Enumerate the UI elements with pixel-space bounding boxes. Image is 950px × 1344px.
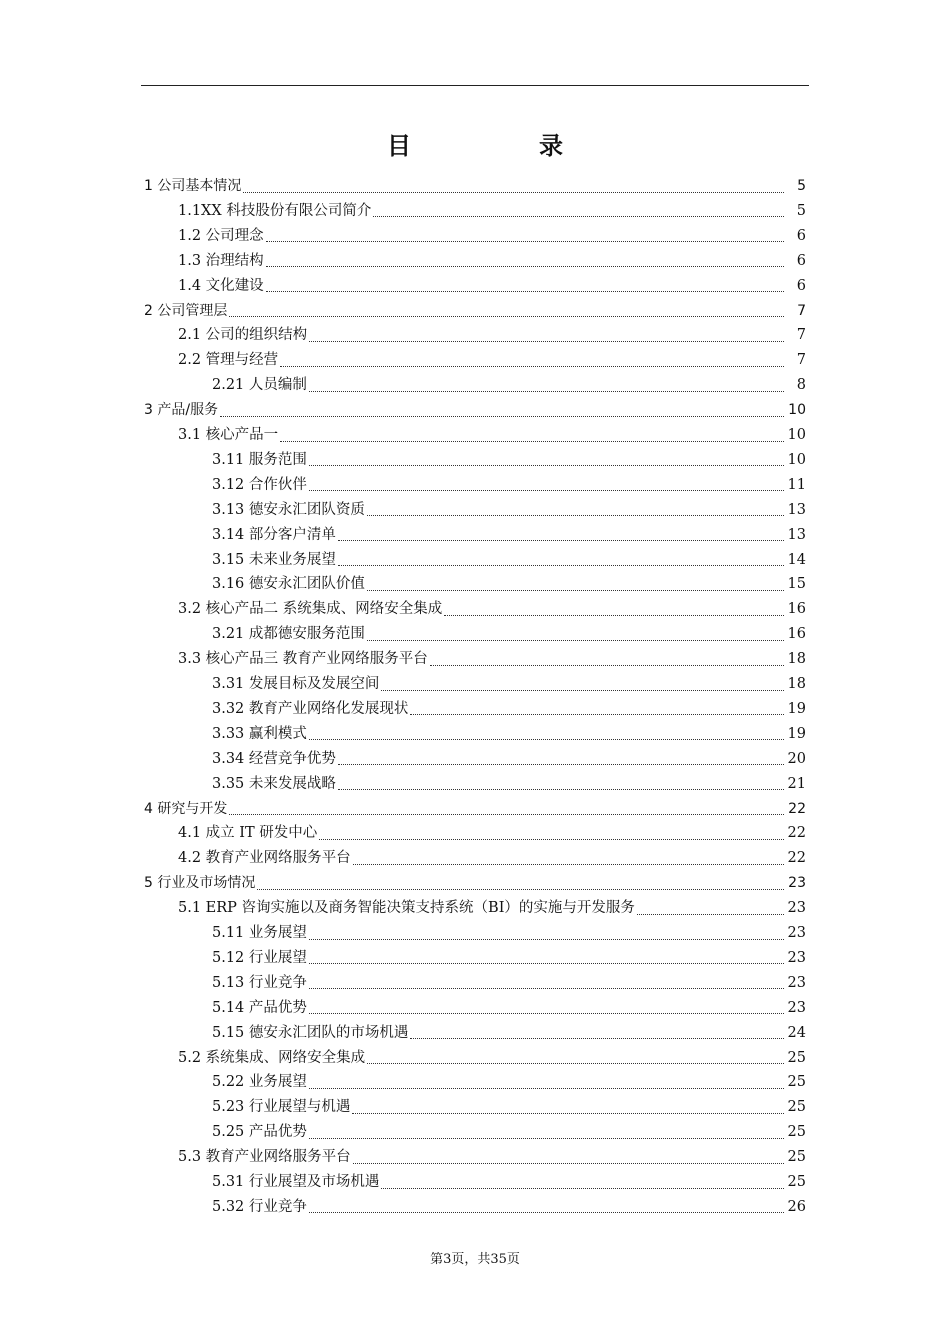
toc-entry-label: 4.1 成立 IT 研发中心 xyxy=(178,825,318,842)
toc-entry-label: 5.32 行业竞争 xyxy=(212,1198,307,1215)
toc-entry-label: 3.1 核心产品一 xyxy=(178,427,279,443)
toc-entry[interactable] xyxy=(212,698,806,720)
toc-entry-label: 3.14 部分客户清单 xyxy=(212,526,336,543)
toc-leader-dots xyxy=(266,241,784,242)
toc-leader-dots xyxy=(309,739,784,740)
toc-entry-page-number: 7 xyxy=(796,352,806,369)
toc-leader-dots xyxy=(444,615,784,616)
page-footer: 第3页，共35页 xyxy=(430,1252,520,1267)
toc-entry-page-number: 19 xyxy=(787,700,806,717)
toc-entry-page-number: 23 xyxy=(787,925,806,941)
toc-entry[interactable] xyxy=(212,1196,806,1218)
header-rule xyxy=(141,85,809,86)
toc-entry-label: 5.22 业务展望 xyxy=(212,1074,307,1091)
toc-leader-dots xyxy=(353,1163,784,1164)
toc-entry[interactable] xyxy=(178,225,806,247)
toc-entry[interactable] xyxy=(178,1146,806,1168)
toc-entry-page-number: 22 xyxy=(787,825,806,842)
toc-entry-page-number: 21 xyxy=(787,775,806,792)
toc-entry[interactable] xyxy=(212,549,806,571)
toc-entry[interactable] xyxy=(212,499,806,521)
toc-entry-page-number: 25 xyxy=(787,1174,806,1190)
toc-entry-label: 1.3 治理结构 xyxy=(178,252,264,269)
toc-leader-dots xyxy=(410,714,784,715)
toc-entry-label: 5.31 行业展望及市场机遇 xyxy=(212,1174,380,1190)
toc-entry[interactable] xyxy=(144,300,806,322)
toc-entry[interactable] xyxy=(178,847,806,869)
toc-entry[interactable] xyxy=(212,524,806,546)
toc-leader-dots xyxy=(338,540,784,541)
toc-leader-dots xyxy=(309,963,784,964)
toc-entry[interactable] xyxy=(212,997,806,1019)
toc-entry-page-number: 23 xyxy=(787,949,806,966)
toc-leader-dots xyxy=(280,441,784,442)
toc-entry[interactable] xyxy=(178,424,806,446)
toc-entry-label: 3.12 合作伙伴 xyxy=(212,476,307,493)
toc-entry-label: 5.12 行业展望 xyxy=(212,949,307,966)
toc-leader-dots xyxy=(353,864,784,865)
toc-leader-dots xyxy=(309,1138,784,1139)
toc-entry-label: 3.31 发展目标及发展空间 xyxy=(212,676,380,692)
toc-entry-label: 5.2 系统集成、网络安全集成 xyxy=(178,1049,366,1066)
toc-leader-dots xyxy=(381,690,784,691)
toc-entry-label: 3.33 赢利模式 xyxy=(212,725,307,742)
toc-entry-page-number: 6 xyxy=(796,227,806,244)
toc-entry[interactable] xyxy=(212,972,806,994)
toc-entry-page-number: 15 xyxy=(787,576,806,593)
toc-entry-label: 1.2 公司理念 xyxy=(178,227,264,244)
toc-leader-dots xyxy=(352,1113,784,1114)
toc-entry[interactable] xyxy=(212,1096,806,1118)
toc-entry-page-number: 25 xyxy=(787,1074,806,1091)
toc-entry[interactable] xyxy=(144,175,806,197)
toc-entry-page-number: 7 xyxy=(797,302,806,319)
toc-leader-dots xyxy=(410,1038,784,1039)
toc-entry-page-number: 7 xyxy=(796,327,806,344)
toc-entry-label: 3.32 教育产业网络化发展现状 xyxy=(212,700,409,717)
toc-entry-page-number: 25 xyxy=(787,1099,806,1116)
toc-leader-dots xyxy=(309,1088,784,1089)
toc-entry[interactable] xyxy=(212,1121,806,1143)
toc-entry-page-number: 6 xyxy=(796,252,806,269)
toc-entry[interactable] xyxy=(144,872,806,894)
toc-entry[interactable] xyxy=(212,1071,806,1093)
toc-leader-dots xyxy=(367,515,784,516)
toc-entry-page-number: 26 xyxy=(787,1198,806,1215)
toc-entry[interactable] xyxy=(178,1047,806,1069)
toc-entry-label: 1.1XX 科技股份有限公司简介 xyxy=(178,202,372,219)
toc-entry[interactable] xyxy=(178,598,806,620)
toc-leader-dots xyxy=(229,814,784,815)
toc-entry-label: 2 公司管理层 xyxy=(144,302,228,319)
toc-entry-page-number: 13 xyxy=(787,526,806,543)
toc-entry-label: 3.21 成都德安服务范围 xyxy=(212,626,365,643)
toc-leader-dots xyxy=(229,316,784,317)
toc-entry-page-number: 23 xyxy=(787,900,806,917)
toc-entry[interactable] xyxy=(212,374,806,396)
toc-entry-label: 4 研究与开发 xyxy=(144,800,228,817)
toc-entry-label: 3.16 德安永汇团队价值 xyxy=(212,576,365,593)
toc-leader-dots xyxy=(367,640,784,641)
toc-entry-label: 3.34 经营竞争优势 xyxy=(212,750,336,767)
toc-entry-label: 3.2 核心产品二 系统集成、网络安全集成 xyxy=(178,601,443,618)
toc-leader-dots xyxy=(338,789,784,790)
toc-entry[interactable] xyxy=(178,200,806,222)
toc-entry-page-number: 23 xyxy=(787,999,806,1016)
toc-leader-dots xyxy=(338,764,784,765)
toc-leader-dots xyxy=(309,1212,784,1213)
toc-entry-page-number: 11 xyxy=(787,476,806,493)
toc-entry[interactable] xyxy=(178,349,806,371)
toc-entry-page-number: 10 xyxy=(787,427,806,443)
toc-entry-page-number: 23 xyxy=(787,974,806,991)
toc-entry-page-number: 10 xyxy=(787,451,806,468)
toc-entry-page-number: 8 xyxy=(796,377,806,394)
toc-entry-page-number: 22 xyxy=(787,850,806,867)
toc-leader-dots xyxy=(381,1188,784,1189)
toc-entry-label: 3 产品/服务 xyxy=(144,402,219,419)
toc-entry[interactable] xyxy=(212,748,806,770)
toc-leader-dots xyxy=(338,565,784,566)
toc-entry-page-number: 16 xyxy=(787,601,806,618)
toc-entry-label: 4.2 教育产业网络服务平台 xyxy=(178,850,351,867)
toc-entry[interactable] xyxy=(178,324,806,346)
toc-entry[interactable] xyxy=(212,947,806,969)
title-char-1: 目 xyxy=(387,131,411,160)
toc-entry[interactable] xyxy=(212,474,806,496)
toc-leader-dots xyxy=(430,665,784,666)
toc-entry[interactable] xyxy=(178,822,806,844)
toc-entry-page-number: 16 xyxy=(787,626,806,643)
toc-entry-page-number: 24 xyxy=(787,1024,806,1041)
toc-leader-dots xyxy=(367,590,784,591)
toc-entry-label: 5.1 ERP 咨询实施以及商务智能决策支持系统（BI）的实施与开发服务 xyxy=(178,900,635,917)
toc-entry[interactable] xyxy=(178,250,806,272)
toc-entry-page-number: 25 xyxy=(787,1049,806,1066)
toc-entry[interactable] xyxy=(178,897,806,919)
toc-leader-dots xyxy=(309,391,784,392)
toc-entry[interactable] xyxy=(212,449,806,471)
toc-entry-label: 1 公司基本情况 xyxy=(144,178,242,194)
toc-leader-dots xyxy=(220,416,784,417)
toc-leader-dots xyxy=(266,266,784,267)
toc-entry[interactable] xyxy=(212,723,806,745)
toc-entry-label: 5.14 产品优势 xyxy=(212,999,307,1016)
toc-entry-label: 3.3 核心产品三 教育产业网络服务平台 xyxy=(178,651,428,668)
page-title xyxy=(0,126,950,161)
toc-entry-label: 3.35 未来发展战略 xyxy=(212,775,336,792)
toc-leader-dots xyxy=(309,988,784,989)
toc-entry-page-number: 25 xyxy=(787,1149,806,1166)
toc-entry[interactable] xyxy=(144,798,806,820)
toc-entry-label: 2.1 公司的组织结构 xyxy=(178,327,308,344)
toc-entry-label: 2.2 管理与经营 xyxy=(178,352,279,369)
toc-entry-label: 5.13 行业竞争 xyxy=(212,974,307,991)
toc-entry[interactable] xyxy=(212,773,806,795)
toc-entry-page-number: 20 xyxy=(787,750,806,767)
toc-leader-dots xyxy=(319,839,784,840)
toc-leader-dots xyxy=(637,914,784,915)
toc-leader-dots xyxy=(266,291,784,292)
toc-entry-label: 5.15 德安永汇团队的市场机遇 xyxy=(212,1024,409,1041)
toc-entry[interactable] xyxy=(178,275,806,297)
toc-entry-page-number: 19 xyxy=(787,725,806,742)
title-char-2: 录 xyxy=(539,131,563,160)
toc-entry-page-number: 18 xyxy=(787,676,806,692)
toc-leader-dots xyxy=(367,1063,784,1064)
toc-entry[interactable] xyxy=(212,922,806,944)
toc-leader-dots xyxy=(309,939,784,940)
toc-entry-page-number: 13 xyxy=(787,501,806,518)
toc-entry[interactable] xyxy=(212,1022,806,1044)
toc-leader-dots xyxy=(309,465,784,466)
toc-leader-dots xyxy=(373,216,784,217)
toc-entry-label: 5.3 教育产业网络服务平台 xyxy=(178,1149,351,1166)
toc-entry-label: 3.15 未来业务展望 xyxy=(212,551,336,568)
toc-entry-label: 5.11 业务展望 xyxy=(212,925,307,941)
toc-leader-dots xyxy=(309,490,784,491)
toc-entry-label: 5 行业及市场情况 xyxy=(144,875,256,892)
toc-leader-dots xyxy=(280,366,784,367)
toc-entry[interactable] xyxy=(212,673,806,695)
toc-entry-label: 3.11 服务范围 xyxy=(212,451,307,468)
toc-leader-dots xyxy=(309,1013,784,1014)
toc-entry-label: 1.4 文化建设 xyxy=(178,277,264,294)
toc-entry-label: 5.23 行业展望与机遇 xyxy=(212,1099,351,1116)
toc-entry[interactable] xyxy=(212,573,806,595)
toc-entry-page-number: 22 xyxy=(788,800,806,817)
toc-entry-page-number: 5 xyxy=(796,202,806,219)
toc-entry-page-number: 6 xyxy=(796,277,806,294)
toc-entry[interactable] xyxy=(144,399,806,421)
toc-entry[interactable] xyxy=(212,1171,806,1193)
toc-entry-label: 3.13 德安永汇团队资质 xyxy=(212,501,365,518)
toc-entry-page-number: 10 xyxy=(788,402,806,419)
toc-entry-page-number: 18 xyxy=(787,651,806,668)
toc-entry[interactable] xyxy=(178,648,806,670)
toc-entry-page-number: 25 xyxy=(787,1124,806,1141)
toc-entry-page-number: 14 xyxy=(787,551,806,568)
toc-leader-dots xyxy=(243,192,784,193)
toc-leader-dots xyxy=(309,341,784,342)
toc-entry[interactable] xyxy=(212,623,806,645)
toc-entry-page-number: 23 xyxy=(788,875,806,892)
toc-leader-dots xyxy=(257,889,784,890)
toc-entry-label: 2.21 人员编制 xyxy=(212,377,307,394)
toc-entry-label: 5.25 产品优势 xyxy=(212,1124,307,1141)
toc-entry-page-number: 5 xyxy=(797,178,806,194)
